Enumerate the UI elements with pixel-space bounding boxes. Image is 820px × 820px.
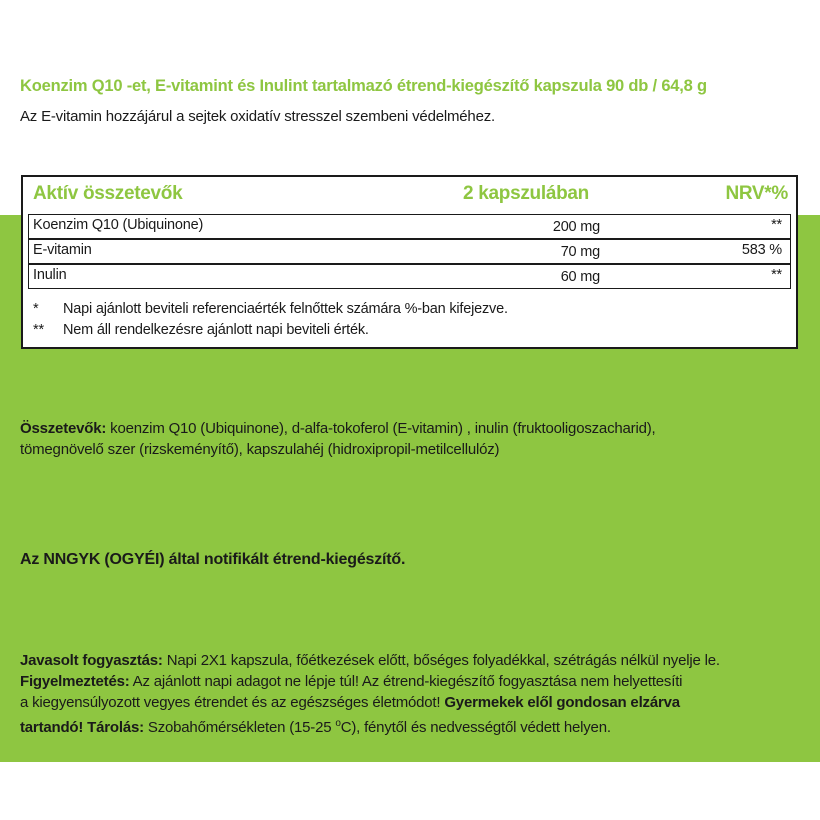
- health-claim: Az E-vitamin hozzájárul a sejtek oxidatív stresszel szembeni védelméhez.: [20, 108, 495, 125]
- footnote-nrv: [33, 301, 508, 317]
- header-amount: 2 kapszulában: [463, 183, 589, 204]
- ingredient-nrv: **: [771, 267, 782, 283]
- warning-text: Az ajánlott napi adagot ne lépje túl! Az étrend-kiegészítő fogyasztása nem helyettesíti: [129, 673, 683, 690]
- ingredients-text: koenzim Q10 (Ubiquinone), d-alfa-tokoferol (E-vitamin) , inulin (fruktooligoszacharid),: [106, 420, 656, 437]
- children-warning: Gyermekek elől gondosan elzárva: [444, 694, 680, 711]
- ingredients-text: tömegnövelő szer (rizskeményítő), kapszulahéj (hidroxipropil-metilcellulóz): [20, 441, 500, 458]
- ingredient-name: Koenzim Q10 (Ubiquinone): [33, 217, 204, 233]
- storage-label: Tárolás:: [83, 719, 144, 736]
- bottom-margin: [0, 762, 820, 820]
- usage-section: [20, 650, 720, 738]
- storage-text: C), fénytől és nedvességtől védett helyen.: [340, 719, 611, 736]
- ingredients-section: [20, 418, 656, 460]
- header-active-ingredients: Aktív összetevők: [33, 183, 183, 204]
- product-title: Koenzim Q10 -et, E-vitamint és Inulint tartalmazó étrend-kiegészítő kapszula 90 db / 64,8 g: [20, 77, 707, 95]
- table-row: [28, 214, 791, 239]
- usage-text: Napi 2X1 kapszula, főétkezések előtt, bőséges folyadékkal, szétrágás nélkül nyelje le.: [162, 652, 720, 669]
- footnote-mark: *: [33, 301, 39, 317]
- footnote-text: Nem áll rendelkezésre ajánlott napi beviteli érték.: [63, 322, 369, 338]
- ingredient-nrv: 583 %: [741, 242, 782, 258]
- ingredient-nrv: **: [771, 217, 782, 233]
- footnote-mark: **: [33, 322, 44, 338]
- nutrition-table: [21, 175, 798, 349]
- ingredient-name: Inulin: [33, 267, 67, 283]
- warning-label: Figyelmeztetés:: [20, 673, 130, 690]
- storage-text: Szobahőmérsékleten (15-25: [143, 719, 336, 736]
- children-warning: tartandó!: [20, 719, 84, 736]
- footnote-text: Napi ajánlott beviteli referenciaérték felnőttek számára %-ban kifejezve.: [63, 301, 508, 317]
- notification-statement: Az NNGYK (OGYÉI) által notifikált étrend-kiegészítő.: [20, 551, 406, 568]
- usage-label: Javasolt fogyasztás:: [20, 652, 163, 669]
- ingredient-amount: 200 mg: [552, 219, 600, 235]
- ingredients-label: Összetevők:: [20, 420, 107, 437]
- ingredient-name: E-vitamin: [33, 242, 92, 258]
- degree-sign: o: [335, 718, 341, 729]
- ingredient-amount: 70 mg: [560, 244, 600, 260]
- table-row: [28, 239, 791, 264]
- warning-text: a kiegyensúlyozott vegyes étrendet és az egészséges életmódot!: [20, 694, 445, 711]
- header-nrv: NRV*%: [725, 183, 788, 204]
- ingredient-amount: 60 mg: [560, 269, 600, 285]
- footnote-no-nrv: [33, 322, 369, 338]
- table-row: [28, 264, 791, 289]
